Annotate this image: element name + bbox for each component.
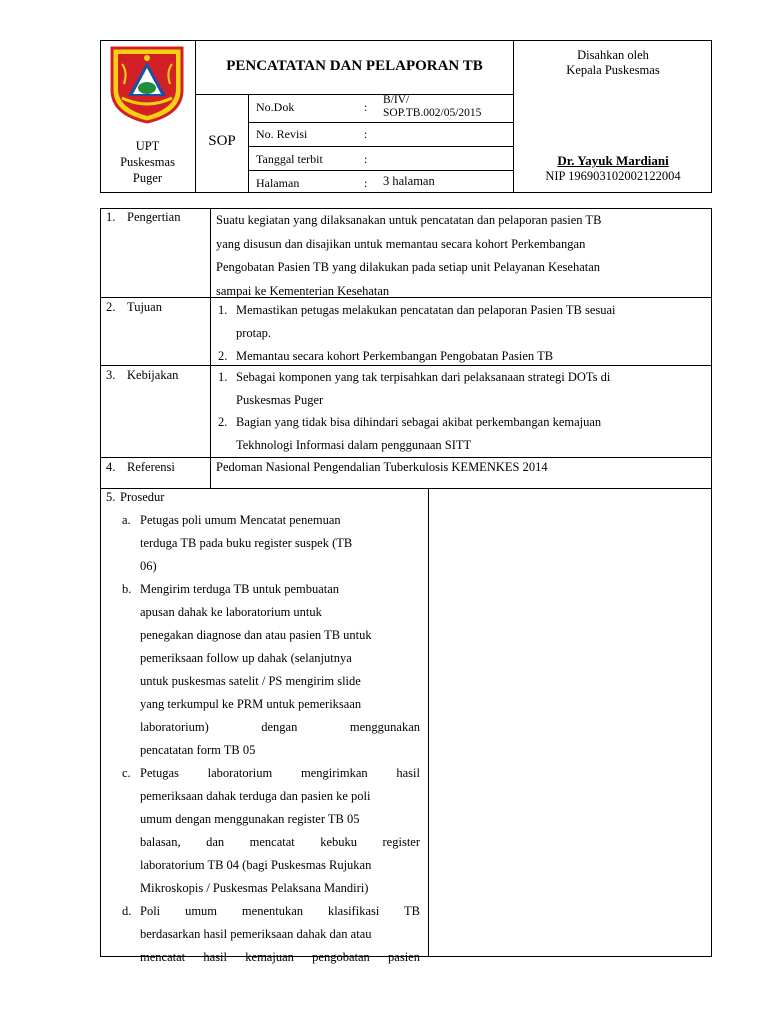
section-number: 4. (106, 460, 116, 474)
section-title-prosedur: Prosedur (120, 490, 165, 504)
item-line: Memastikan petugas melakukan pencatatan dan pelaporan Pasien TB sesuai (236, 303, 616, 317)
item-line: Tekhnologi Informasi dalam penggunaan SITT (236, 437, 472, 452)
item-line: pencatatan form TB 05 (140, 743, 256, 757)
approval-line-2: Kepala Puskesmas (566, 63, 660, 77)
item-line: balasan, dan mencatat kebuku register (140, 835, 420, 849)
item-number: 2. (218, 349, 228, 363)
procedure-item-a (122, 509, 420, 578)
item-line: Memantau secara kohort Perkembangan Pengobatan Pasien TB (236, 349, 554, 363)
org-line-2: Puskesmas (120, 155, 175, 169)
list-item (216, 299, 704, 345)
item-line: terduga TB pada buku register suspek (TB (140, 536, 353, 550)
item-line: yang terkumpul ke PRM untuk pemeriksaan (140, 697, 362, 711)
item-number: 2. (218, 415, 228, 429)
procedure-item-c (122, 762, 420, 900)
pengertian-text (216, 209, 704, 303)
approver-name: Dr. Yayuk Mardiani (557, 153, 669, 168)
section-number: 1. (106, 210, 116, 224)
item-letter: d. (122, 904, 132, 918)
list-item (216, 366, 704, 411)
text-line: sampai ke Kementerian Kesehatan (216, 283, 390, 298)
section-title-kebijakan: Kebijakan (127, 368, 179, 382)
section-title-tujuan: Tujuan (127, 300, 162, 314)
field-label-halaman: Halaman (256, 176, 300, 190)
section-title-referensi: Referensi (127, 460, 175, 474)
item-line: Petugas laboratorium mengirimkan hasil (140, 766, 420, 780)
field-label-tanggal: Tanggal terbit (256, 152, 323, 166)
item-line: pemeriksaan dahak terduga dan pasien ke poli (140, 789, 371, 803)
field-value-halaman: 3 halaman (383, 174, 435, 188)
text-line: Pengobatan Pasien TB yang dilakukan pada setiap unit Pelayanan Kesehatan (216, 260, 601, 274)
item-line: berdasarkan hasil pemeriksaan dahak dan atau (140, 927, 372, 941)
procedure-item-d (122, 900, 420, 969)
field-label-nodok: No.Dok (256, 100, 295, 114)
item-number: 1. (218, 303, 228, 317)
item-line: Sebagai komponen yang tak terpisahkan dari pelaksanaan strategi DOTs di (236, 370, 611, 384)
org-name (100, 138, 195, 186)
text-line: yang disusun dan disajikan untuk memantau secara kohort Perkembangan (216, 236, 586, 251)
doc-title: PENCATATAN DAN PELAPORAN TB (226, 58, 483, 74)
nodok-line-1: B/IV/ (383, 94, 410, 106)
item-line: mencatat hasil kemajuan pengobatan pasien (140, 950, 420, 964)
section-title-pengertian: Pengertian (127, 210, 181, 224)
tujuan-list (216, 299, 704, 368)
item-line: apusan dahak ke laboratorium untuk (140, 605, 322, 619)
item-letter: b. (122, 582, 132, 596)
logo (108, 44, 186, 124)
item-line: Mengirim terduga TB untuk pembuatan (140, 582, 340, 596)
procedure-item-b (122, 578, 420, 762)
item-letter: c. (122, 766, 131, 780)
list-item (216, 411, 704, 456)
field-colon: : (364, 176, 368, 190)
item-line: umum dengan menggunakan register TB 05 (140, 812, 360, 826)
item-line: Mikroskopis / Puskesmas Pelaksana Mandiri) (140, 881, 369, 895)
approval-line-1: Disahkan oleh (577, 48, 649, 62)
kebijakan-list (216, 366, 704, 456)
item-line: untuk puskesmas satelit / PS mengirim slide (140, 674, 361, 688)
item-line: Puskesmas Puger (236, 392, 324, 407)
field-colon: : (364, 152, 368, 166)
field-colon: : (364, 127, 368, 141)
list-item (216, 345, 704, 368)
section-number: 3. (106, 368, 116, 382)
nodok-line-2: SOP.TB.002/05/2015 (383, 107, 482, 119)
section-number: 2. (106, 300, 116, 314)
field-label-revisi: No. Revisi (256, 127, 308, 141)
field-value-nodok (383, 94, 481, 120)
item-line: Bagian yang tidak bisa dihindari sebagai akibat perkembangan kemajuan (236, 415, 602, 429)
item-line: protap. (236, 326, 272, 340)
item-letter: a. (122, 513, 131, 527)
item-number: 1. (218, 370, 228, 384)
field-colon: : (364, 100, 368, 114)
item-line: pemeriksaan follow up dahak (selanjutnya (140, 651, 352, 665)
item-line: Poli umum menentukan klasifikasi TB (140, 904, 420, 918)
section-number: 5. (106, 490, 116, 504)
text-line: Suatu kegiatan yang dilaksanakan untuk pencatatan dan pelaporan pasien TB (216, 213, 602, 227)
referensi-text: Pedoman Nasional Pengendalian Tuberkulosis KEMENKES 2014 (216, 460, 548, 474)
item-line: laboratorium) dengan menggunakan (140, 720, 420, 734)
item-line: penegakan diagnose dan atau pasien TB untuk (140, 628, 372, 642)
org-line-3: Puger (132, 171, 163, 185)
item-line: 06) (140, 559, 157, 573)
regency-shield-icon (108, 44, 186, 124)
prosedur-list (122, 509, 420, 969)
org-line-1: UPT (135, 139, 160, 153)
item-line: laboratorium TB 04 (bagi Puskesmas Rujukan (140, 858, 372, 872)
approver-nip: NIP 196903102002122004 (545, 169, 681, 183)
approval-block (514, 48, 712, 78)
sop-label: SOP (208, 133, 236, 149)
item-line: Petugas poli umum Mencatat penemuan (140, 513, 341, 527)
